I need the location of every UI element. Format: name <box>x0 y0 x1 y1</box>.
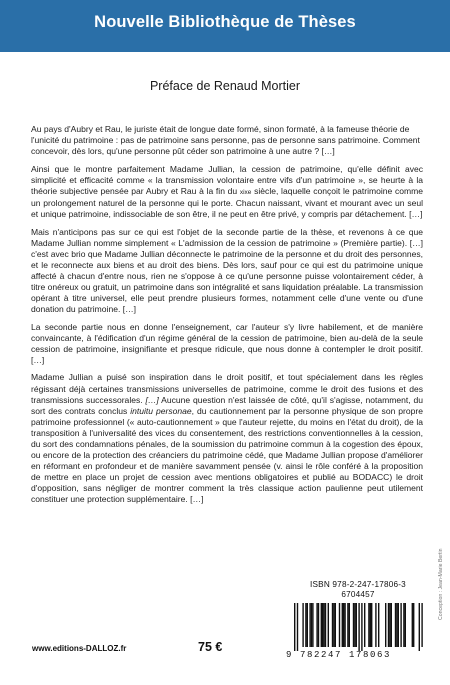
barcode-bar <box>353 603 354 647</box>
barcode-bar <box>371 603 372 647</box>
barcode-bar <box>395 603 396 647</box>
barcode-bar <box>328 603 329 647</box>
barcode-bar <box>413 603 414 647</box>
barcode-bar <box>375 603 376 647</box>
barcode-bar <box>342 603 343 647</box>
barcode-bar <box>343 603 344 647</box>
series-banner <box>0 0 450 52</box>
barcode-bar <box>347 603 348 647</box>
paragraph-1: Au pays d'Aubry et Rau, le juriste était de longue date formé, sinon formaté, à la fameuse théorie de l'unicité du patrimoine : pas de patrimoine sans personne, pas de personne sans patrimoine. Comment concevoir, dès lors, qu'une personne pût céder son patrimoine à une autre ? […] <box>31 124 420 157</box>
barcode-bar <box>305 603 306 647</box>
barcode-bar <box>325 603 326 647</box>
book-price: 75 € <box>198 640 223 654</box>
barcode-bar <box>318 603 319 647</box>
barcode-bar <box>332 603 333 647</box>
barcode-bar <box>322 603 323 647</box>
barcode-digits: 9 782247 178063 <box>286 650 392 660</box>
product-code: 6704457 <box>341 590 375 599</box>
barcode-bar <box>419 603 420 651</box>
barcode-bar <box>364 603 365 647</box>
barcode-bar <box>335 603 336 647</box>
barcode-bar <box>388 603 389 647</box>
barcode-bar <box>333 603 334 647</box>
preface-title: Préface de Renaud Mortier <box>149 79 301 93</box>
paragraph-2: Ainsi que le montre parfaitement Madame Jullian, la cession de patrimoine, qu'elle définit avec simplicité et efficacité comme « la transmission volontaire entre vifs d'un patrimoine », se heurte à la théorie subjective pensée par Aubry et Rau à la fin du xixe siècle, laquelle conçoit le patrimoine comme un prolongement naturel de la personne qui le porte. Chacun naissant, vivant et mourant avec un seul et unique patrimoine, indissociable de son être, il ne peut en être privé, y compris par détachement. […] <box>31 163 423 220</box>
barcode-bar <box>368 603 369 647</box>
barcode-bar <box>421 603 422 647</box>
paragraph-5: Madame Jullian a puisé son inspiration dans le droit positif, et tout spécialement dans les règles régissant déjà certaines transmissions universelles de patrimoine, comme le droit des fusions et des transmissions successorales. […] Aucune question n'est laissée de côté, qu'il s'agisse, notamment, du sort des contrats conclus intuitu personae, du cautionnement par la personne physique de son propre patrimoine professionnel (« auto-cautionnement » que l'auteur rejette, du moins en l'état du droit), de la transposition à l'universalité des vices du consentement, des restrictions conventionnelles à la cession, du sort des condamnations pénales, de la soumission du patrimoine commun à la cogestion des époux, ou encore de la protection des créanciers du patrimoine cédé, que Madame Jullian propose d'améliorer en réformant en profondeur et de manière savamment pensée (v. ainsi le rôle conféré à la proposition de mettre en place un projet de cession avec mentions obligatoires et publié au BODACC) le droit d'opposition, sans négliger de montrer comment la très classique action paulienne peut utilement constituer une protection supplémentaire. […] <box>31 372 424 505</box>
barcode-bar <box>312 603 313 647</box>
barcode-bar <box>354 603 355 647</box>
barcode-bar <box>412 603 413 647</box>
publisher-url: www.editions-DALLOZ.fr <box>32 644 127 653</box>
barcode-bar <box>316 603 317 647</box>
barcode-bar <box>378 603 379 647</box>
barcode-bar <box>400 603 401 647</box>
barcode-bar <box>339 603 340 647</box>
barcode-bar <box>396 603 397 647</box>
back-cover-text <box>31 124 423 512</box>
barcode-icon <box>292 603 428 651</box>
barcode-bar <box>358 603 359 651</box>
series-title: Nouvelle Bibliothèque de Thèses <box>94 12 356 31</box>
barcode-bar <box>361 603 362 651</box>
barcode-bar <box>311 603 312 647</box>
barcode-bar <box>385 603 386 647</box>
isbn-label: ISBN 978-2-247-17806-3 <box>310 580 406 589</box>
paragraph-3: Mais n'anticipons pas sur ce qui est l'objet de la seconde partie de la thèse, et revenons à ce que Madame Jullian nomme simplement « L'admission de la cession de patrimoine » (Première partie). […] c'est avec brio que Madame Jullian déconnecte le patrimoine de la personne et du droit des personnes, et le reconnecte aux biens et au droit des biens. Dès lors, sauf pour ce qui est du patrimoine unique affecté à chacun d'entre nous, rien ne s'oppose à ce qu'une personne puisse volontairement céder, à titre onéreux ou gratuit, un patrimoine dans son intégralité et sans liquidation préalable. La transmission opérant à titre universel, elle peut prendre plusieurs formes, notamment celle d'une vente ou d'une donation du patrimoine. […] <box>31 226 423 315</box>
barcode-bar <box>309 603 310 647</box>
barcode-bar <box>344 603 345 647</box>
barcode-bar <box>391 603 392 647</box>
barcode-bar <box>389 603 390 647</box>
barcode-bar <box>321 603 322 647</box>
century-label: xixe <box>239 188 252 196</box>
barcode-bar <box>302 603 303 647</box>
barcode-bar <box>370 603 371 647</box>
barcode-bar <box>307 603 308 647</box>
barcode-bar <box>349 603 350 647</box>
paragraph-4: La seconde partie nous en donne l'enseignement, car l'auteur s'y livre habilement, et de manière convaincante, à l'édification d'un régime général de la cession de patrimoine, bien au-delà de la seule cession de patrimoine, insignifiante et presque ridicule, que nous donne à contempler le droit positif. […] <box>31 321 423 365</box>
barcode-panel <box>283 580 433 662</box>
barcode-bar <box>323 603 324 647</box>
barcode-bar <box>297 603 298 651</box>
design-credit: Conception : Jean-Marie Bertin <box>438 548 444 620</box>
barcode-bar <box>356 603 357 647</box>
barcode-bar <box>403 603 404 647</box>
barcode-bar <box>398 603 399 647</box>
barcode-bar <box>294 603 295 651</box>
barcode-bar <box>405 603 406 647</box>
